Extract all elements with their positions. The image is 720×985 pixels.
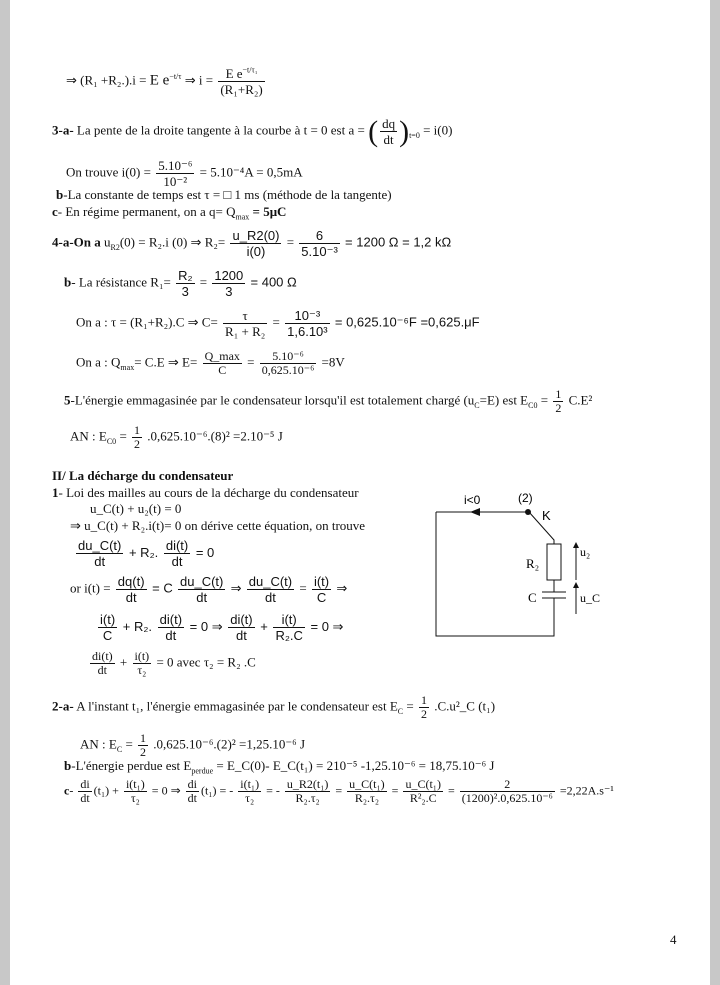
fraction (285, 778, 331, 805)
text: 2 (140, 745, 147, 759)
fraction (176, 268, 194, 299)
text: dt (265, 590, 276, 605)
uc-label: u_C (580, 591, 601, 605)
text: dt (171, 554, 183, 569)
equation (70, 574, 347, 605)
text: τ₂ (130, 791, 140, 805)
fraction (312, 574, 331, 605)
text: = C (148, 580, 173, 596)
text: ⇒ (227, 580, 245, 596)
text: + (256, 618, 272, 634)
label: c (64, 783, 70, 798)
question-4b (64, 268, 297, 299)
text: = - (263, 783, 283, 798)
question-3b (56, 187, 392, 203)
fraction (285, 308, 329, 339)
arrow-up-icon (573, 582, 579, 588)
text: τ₂ (137, 663, 147, 677)
text: R₁ + R₂ (225, 324, 266, 339)
text: = 0,625.10⁻⁶F =0,625.μF (334, 314, 480, 330)
text: 5.10⁻⁶ (260, 350, 317, 364)
text: du_C(t) (78, 538, 122, 553)
text: di (80, 777, 90, 791)
label: c (52, 204, 58, 219)
text: 0,625.10⁻⁶ (261, 363, 315, 377)
fraction (124, 778, 147, 805)
equation-current (66, 66, 267, 97)
equation: u_C(t) + u₂(t) = 0 (90, 501, 182, 516)
question-2c (64, 778, 614, 805)
text: R₂.τ₂ (295, 791, 320, 805)
text: i(t) (134, 649, 150, 663)
question-1 (52, 485, 359, 501)
text: i(0) (246, 244, 266, 259)
capacitor-c (542, 580, 566, 614)
text: dt (187, 791, 197, 805)
text: On a : τ = (R₁+R₂).C ⇒ C= (76, 314, 222, 330)
text: -L'énergie emmagasinée par le condensateur lorsqu'il est totalement chargé (u (70, 392, 475, 408)
fraction (230, 228, 281, 259)
fraction (98, 612, 117, 643)
fraction (380, 116, 397, 147)
text: 1 (420, 693, 427, 707)
text: 1 (134, 423, 141, 437)
text: C.E² (568, 392, 593, 408)
text: E e (225, 66, 243, 81)
text: = 0 ⇒ (148, 783, 184, 798)
fraction (403, 778, 443, 805)
text: = (243, 354, 258, 370)
text: dt (97, 663, 107, 677)
text: = (122, 736, 137, 752)
numeric-application (80, 732, 305, 759)
arrow-up-icon (573, 542, 579, 548)
text: - (69, 783, 74, 798)
numeric-application (70, 424, 283, 451)
text: R²₂.C (409, 791, 437, 805)
text: .0,625.10⁻⁶.(8)² =2.10⁻⁵ J (147, 428, 283, 444)
text: = (283, 234, 298, 250)
label: 1 (52, 485, 59, 500)
text: 5.10⁻⁶ (158, 158, 193, 173)
text: E e (149, 72, 170, 89)
text: dq (382, 116, 396, 131)
fraction (90, 650, 115, 677)
question-5 (64, 388, 592, 415)
current-label: i<0 (464, 493, 481, 507)
fraction (203, 350, 242, 377)
text: u_R2(t₁) (286, 777, 329, 791)
text: = (116, 428, 131, 444)
text: C (474, 401, 480, 411)
text: u (100, 234, 111, 250)
text: 10⁻² (163, 174, 188, 189)
text: max (120, 363, 135, 373)
text: du_C(t) (180, 574, 224, 589)
text: τ₂ (245, 791, 255, 805)
fraction (218, 66, 264, 97)
text: + R₂. (125, 544, 162, 560)
document-page (10, 0, 710, 985)
text: On trouve i(0) = (66, 164, 155, 180)
fraction (164, 538, 190, 569)
text: dq(t) (117, 574, 145, 589)
text: −t/τ (169, 72, 182, 82)
current-arrow-icon (470, 508, 480, 516)
page-number: 4 (670, 932, 677, 947)
text: R₂ (178, 268, 193, 283)
found-i0 (66, 158, 303, 189)
capacitance-calc (76, 308, 480, 339)
text: du_C(t) (248, 574, 293, 589)
text: 6 (299, 228, 340, 244)
text: 1 (140, 731, 147, 745)
text: = 1200 Ω = 1,2 kΩ (345, 234, 452, 250)
text: = (296, 580, 310, 596)
text: i(t₁) (240, 777, 260, 791)
question-3c (52, 204, 286, 220)
text: 2 (555, 401, 562, 415)
text: C (316, 590, 327, 605)
label: 4-a-On a (52, 234, 101, 250)
text: C0 (528, 401, 538, 411)
text: + R₂. (119, 618, 156, 634)
text: ⇒ (R₁ +R₂.).i = (66, 72, 150, 88)
text: C (397, 707, 404, 717)
text: u_R2(0) (232, 228, 280, 243)
text: On a : Q (76, 354, 121, 370)
text: = (269, 314, 284, 330)
fraction (247, 574, 294, 605)
text: -L'énergie perdue est E (71, 758, 192, 773)
text: = E_C(0)- E_C(t₁) = 210⁻⁵ -1,25.10⁻⁶ = 18,75.10⁻⁶ J (213, 758, 495, 773)
text: (0) = R₂.i (0) ⇒ R₂= (119, 234, 229, 250)
text: = 0 avec τ₂ = R₂ .C (153, 654, 256, 670)
text: = 0 ⇒ (186, 618, 227, 634)
paren: ) (399, 114, 410, 148)
text: = 5μC (249, 204, 287, 219)
fraction (553, 388, 563, 415)
text: =8V (321, 354, 345, 370)
text: La pente de la droite tangente à la courbe à t = 0 est a = (73, 122, 369, 138)
label: b (64, 758, 72, 773)
emf-calc (76, 350, 345, 377)
fraction (273, 612, 304, 643)
text: C (102, 628, 113, 643)
text: C (116, 745, 123, 755)
question-3a (52, 116, 452, 147)
fraction (116, 574, 147, 605)
text: = 0 (192, 544, 215, 560)
text: = (196, 274, 211, 290)
text: = (444, 783, 458, 798)
fraction (299, 228, 340, 259)
bottom-wire (436, 512, 554, 636)
fraction (138, 732, 148, 759)
text: = i(0) (423, 122, 453, 138)
text: 1 (555, 387, 562, 401)
text: di(t) (165, 538, 189, 553)
text: .C.u²_C (t₁) (434, 698, 496, 714)
text: =E) est E (479, 392, 529, 408)
fraction (132, 424, 142, 451)
text: + (116, 654, 131, 670)
fraction (156, 158, 194, 189)
text: dt (94, 554, 106, 569)
fraction (223, 308, 267, 339)
text: di(t) (230, 612, 253, 627)
text: 2 (134, 437, 141, 451)
text: 3 (225, 284, 233, 299)
fraction (419, 694, 429, 721)
resistor-label: R₂ (526, 556, 540, 571)
text: 10⁻³ (285, 308, 329, 324)
switch-position-label: (2) (518, 491, 533, 505)
text: -La constante de temps est τ = □ 1 ms (méthode de la tangente) (63, 187, 392, 202)
fraction (212, 268, 245, 299)
text: 3 (181, 284, 189, 299)
text: ⇒ (333, 580, 348, 596)
label: b (64, 274, 72, 290)
text: (R₁+R₂) (220, 82, 263, 97)
fraction (78, 778, 91, 805)
section-title: II/ La décharge du condensateur (52, 468, 234, 483)
text: dt (80, 791, 90, 805)
text: i(t₁) (125, 777, 145, 791)
discharge-circuit-diagram (430, 488, 601, 648)
text: i(t) (313, 574, 330, 589)
resistor-r2 (547, 544, 561, 580)
text: di (187, 777, 197, 791)
text: (t₁) + (93, 783, 122, 798)
text: AN : E (70, 428, 107, 444)
fraction (228, 612, 254, 643)
text: = 400 Ω (250, 274, 297, 290)
text: = (332, 783, 346, 798)
u2-label: u₂ (580, 545, 591, 559)
text: dt (125, 590, 137, 605)
switch-contact (525, 509, 531, 515)
text: Q_max (204, 349, 240, 363)
text: 2 (460, 778, 555, 792)
text: di(t) (92, 649, 113, 663)
text: τ (223, 308, 267, 324)
fraction (186, 778, 199, 805)
text: = (403, 698, 417, 714)
text: =2,22A.s⁻¹ (556, 783, 614, 798)
text: = 5.10⁻⁴A = 0,5mA (199, 164, 303, 180)
question-4a (52, 228, 451, 259)
text: 2 (420, 707, 427, 721)
fraction (133, 650, 152, 677)
text: 1,6.10³ (287, 324, 328, 339)
text: dt (383, 132, 394, 147)
equation (74, 538, 214, 569)
text: C0 (106, 437, 117, 447)
equation (88, 650, 256, 677)
question-2b (64, 758, 494, 774)
equation: ⇒ u_C(t) + R₂.i(t)= 0 on dérive cette équation, on trouve (70, 518, 366, 533)
switch-label: K (542, 508, 551, 523)
text: = C.E ⇒ E= (134, 354, 201, 370)
text: A l'instant t₁, l'énergie emmagasinée par le condensateur est E (73, 698, 398, 714)
text: R2 (110, 243, 120, 253)
text: di(t) (159, 612, 183, 627)
text: 1200 (214, 268, 244, 283)
text: .0,625.10⁻⁶.(2)² =1,25.10⁻⁶ J (153, 736, 306, 752)
text: u_C(t₁) (405, 777, 441, 791)
text: R₂.τ₂ (354, 791, 380, 805)
text: (1200)².0,625.10⁻⁶ (461, 791, 553, 805)
fraction (238, 778, 261, 805)
text: - En régime permanent, on a q= Q (57, 204, 236, 219)
fraction (178, 574, 225, 605)
equation (96, 612, 343, 643)
text: dt (196, 590, 208, 605)
text: max (235, 212, 250, 222)
text: t=0 (409, 131, 420, 141)
text: perdue (191, 766, 214, 776)
label: 5 (64, 392, 71, 408)
text: dt (165, 628, 177, 643)
text: (t₁) = - (200, 783, 237, 798)
text: ⇒ i = (184, 72, 217, 88)
text: = (537, 392, 552, 408)
text: - La résistance R₁= (71, 274, 175, 290)
fraction (158, 612, 184, 643)
text: = 0 ⇒ (306, 618, 344, 634)
text: −t/τ₁ (242, 65, 258, 75)
text: i(t) (273, 612, 304, 628)
fraction (76, 538, 123, 569)
text: = (388, 783, 402, 798)
label: b (56, 187, 64, 202)
paren: ( (368, 114, 379, 148)
text: dt (235, 628, 247, 643)
fraction (460, 778, 555, 805)
text: 5.10⁻³ (301, 244, 338, 259)
label: 3-a- (52, 122, 74, 138)
fraction (347, 778, 387, 805)
text: R₂.C (275, 628, 303, 643)
question-2a (52, 694, 495, 721)
text: or i(t) = (70, 580, 114, 596)
text: i(t) (100, 612, 116, 627)
text: u_C(t₁) (349, 777, 385, 791)
text: C (218, 363, 227, 377)
capacitor-label: C (528, 590, 537, 605)
text: - Loi des mailles au cours de la décharge du condensateur (58, 485, 359, 500)
text: AN : E (80, 736, 117, 752)
fraction (260, 350, 317, 377)
label: 2-a- (52, 698, 74, 714)
